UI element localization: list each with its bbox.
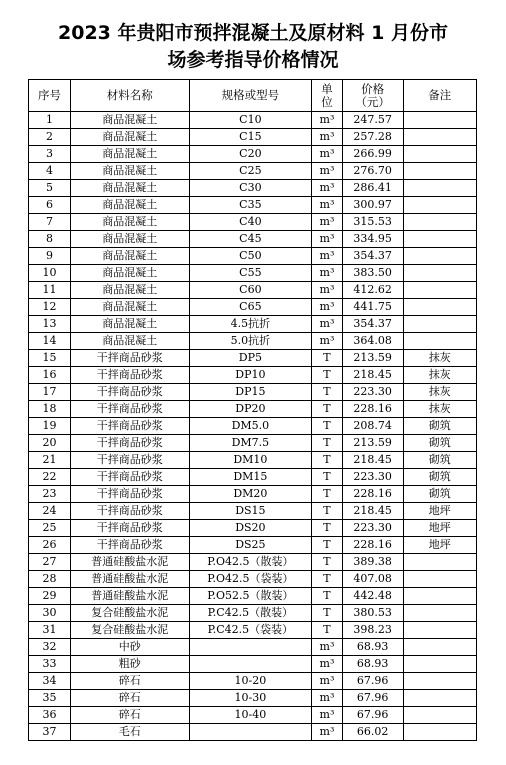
cell-spec: C65 [189, 299, 312, 316]
cell-note: 抹灰 [403, 350, 476, 367]
cell-unit: T [312, 588, 342, 605]
cell-name: 干拌商品砂浆 [70, 401, 189, 418]
cell-spec: DP20 [189, 401, 312, 418]
table-row [29, 197, 477, 214]
cell-unit: T [312, 622, 342, 639]
cell-no: 29 [29, 588, 71, 605]
table-row [29, 112, 477, 129]
table-row [29, 129, 477, 146]
cell-name: 干拌商品砂浆 [70, 418, 189, 435]
cell-no: 31 [29, 622, 71, 639]
cell-price: 266.99 [342, 146, 403, 163]
cell-name: 商品混凝土 [70, 333, 189, 350]
cell-note: 地坪 [403, 537, 476, 554]
cell-note [403, 333, 476, 350]
cell-no: 12 [29, 299, 71, 316]
table-row [29, 639, 477, 656]
cell-spec: DS25 [189, 537, 312, 554]
cell-spec: DM5.0 [189, 418, 312, 435]
document-title [0, 20, 506, 74]
cell-spec: DS15 [189, 503, 312, 520]
table-body [29, 112, 477, 741]
cell-note [403, 112, 476, 129]
cell-unit: m³ [312, 265, 342, 282]
cell-unit: m³ [312, 163, 342, 180]
cell-note [403, 588, 476, 605]
cell-spec: DS20 [189, 520, 312, 537]
cell-name: 干拌商品砂浆 [70, 452, 189, 469]
table-row [29, 554, 477, 571]
cell-spec: 10-40 [189, 707, 312, 724]
cell-spec: C50 [189, 248, 312, 265]
cell-name: 干拌商品砂浆 [70, 384, 189, 401]
cell-note: 砌筑 [403, 469, 476, 486]
header-price [342, 80, 403, 112]
cell-price: 257.28 [342, 129, 403, 146]
cell-unit: m³ [312, 180, 342, 197]
cell-no: 13 [29, 316, 71, 333]
cell-unit: T [312, 554, 342, 571]
cell-unit: m³ [312, 316, 342, 333]
table-row [29, 656, 477, 673]
cell-spec: 10-30 [189, 690, 312, 707]
cell-unit: T [312, 418, 342, 435]
cell-unit: m³ [312, 112, 342, 129]
cell-note [403, 146, 476, 163]
cell-name: 干拌商品砂浆 [70, 520, 189, 537]
cell-name: 复合硅酸盐水泥 [70, 622, 189, 639]
cell-price: 213.59 [342, 435, 403, 452]
cell-name: 商品混凝土 [70, 231, 189, 248]
cell-note: 抹灰 [403, 384, 476, 401]
cell-price: 228.16 [342, 486, 403, 503]
cell-no: 9 [29, 248, 71, 265]
cell-spec: DP10 [189, 367, 312, 384]
cell-note [403, 214, 476, 231]
cell-no: 3 [29, 146, 71, 163]
table-row [29, 180, 477, 197]
cell-price: 334.95 [342, 231, 403, 248]
cell-name: 碎石 [70, 673, 189, 690]
cell-note [403, 282, 476, 299]
cell-price: 218.45 [342, 367, 403, 384]
cell-unit: T [312, 452, 342, 469]
header-price-line1: 价格 [361, 81, 385, 96]
cell-unit: m³ [312, 707, 342, 724]
cell-no: 37 [29, 724, 71, 741]
cell-price: 208.74 [342, 418, 403, 435]
cell-price: 300.97 [342, 197, 403, 214]
cell-name: 商品混凝土 [70, 214, 189, 231]
cell-note [403, 656, 476, 673]
table-row [29, 435, 477, 452]
table-row [29, 367, 477, 384]
cell-price: 383.50 [342, 265, 403, 282]
cell-price: 247.57 [342, 112, 403, 129]
table-row [29, 282, 477, 299]
cell-note [403, 163, 476, 180]
cell-name: 干拌商品砂浆 [70, 350, 189, 367]
cell-no: 7 [29, 214, 71, 231]
cell-name: 商品混凝土 [70, 282, 189, 299]
cell-price: 218.45 [342, 503, 403, 520]
header-price-line2: （元） [355, 94, 390, 109]
cell-price: 223.30 [342, 520, 403, 537]
header-no: 序号 [29, 80, 71, 112]
cell-spec: DM10 [189, 452, 312, 469]
cell-unit: T [312, 435, 342, 452]
cell-name: 复合硅酸盐水泥 [70, 605, 189, 622]
cell-spec: 4.5抗折 [189, 316, 312, 333]
cell-name: 干拌商品砂浆 [70, 486, 189, 503]
cell-spec: C60 [189, 282, 312, 299]
cell-price: 228.16 [342, 537, 403, 554]
table-row [29, 486, 477, 503]
table-row [29, 299, 477, 316]
cell-no: 27 [29, 554, 71, 571]
cell-name: 干拌商品砂浆 [70, 367, 189, 384]
cell-no: 15 [29, 350, 71, 367]
cell-spec: 10-20 [189, 673, 312, 690]
cell-no: 16 [29, 367, 71, 384]
table-row [29, 469, 477, 486]
cell-note [403, 248, 476, 265]
cell-name: 毛石 [70, 724, 189, 741]
cell-note [403, 571, 476, 588]
table-row [29, 622, 477, 639]
cell-spec: C10 [189, 112, 312, 129]
cell-unit: m³ [312, 146, 342, 163]
cell-no: 34 [29, 673, 71, 690]
cell-note [403, 639, 476, 656]
cell-note [403, 231, 476, 248]
cell-name: 商品混凝土 [70, 112, 189, 129]
cell-price: 67.96 [342, 690, 403, 707]
cell-unit: m³ [312, 248, 342, 265]
cell-note [403, 605, 476, 622]
table-row [29, 214, 477, 231]
cell-no: 14 [29, 333, 71, 350]
table-row [29, 571, 477, 588]
cell-price: 354.37 [342, 248, 403, 265]
cell-unit: m³ [312, 724, 342, 741]
table-row [29, 673, 477, 690]
cell-no: 33 [29, 656, 71, 673]
table-row [29, 724, 477, 741]
cell-spec: P.C42.5（散装） [189, 605, 312, 622]
cell-unit: T [312, 350, 342, 367]
cell-unit: m³ [312, 639, 342, 656]
table-row [29, 418, 477, 435]
cell-price: 218.45 [342, 452, 403, 469]
cell-spec: C15 [189, 129, 312, 146]
cell-unit: m³ [312, 214, 342, 231]
table-row [29, 520, 477, 537]
header-note: 备注 [403, 80, 476, 112]
table-row [29, 231, 477, 248]
cell-no: 10 [29, 265, 71, 282]
cell-name: 商品混凝土 [70, 197, 189, 214]
cell-price: 66.02 [342, 724, 403, 741]
cell-note [403, 622, 476, 639]
cell-spec [189, 656, 312, 673]
header-unit-line1: 单 [321, 81, 333, 96]
cell-unit: T [312, 520, 342, 537]
cell-spec: P.O42.5（袋装） [189, 571, 312, 588]
cell-unit: T [312, 384, 342, 401]
cell-spec: P.O42.5（散装） [189, 554, 312, 571]
header-spec: 规格或型号 [189, 80, 312, 112]
cell-spec: C20 [189, 146, 312, 163]
cell-price: 223.30 [342, 469, 403, 486]
cell-spec: C45 [189, 231, 312, 248]
cell-price: 380.53 [342, 605, 403, 622]
cell-name: 普通硅酸盐水泥 [70, 554, 189, 571]
cell-spec: C30 [189, 180, 312, 197]
cell-spec: C40 [189, 214, 312, 231]
cell-unit: m³ [312, 282, 342, 299]
cell-price: 407.08 [342, 571, 403, 588]
cell-no: 17 [29, 384, 71, 401]
cell-unit: T [312, 401, 342, 418]
cell-no: 20 [29, 435, 71, 452]
cell-spec [189, 639, 312, 656]
cell-no: 4 [29, 163, 71, 180]
cell-spec: P.C42.5（袋装） [189, 622, 312, 639]
table-row [29, 316, 477, 333]
cell-note: 砌筑 [403, 486, 476, 503]
cell-name: 中砂 [70, 639, 189, 656]
cell-name: 干拌商品砂浆 [70, 503, 189, 520]
cell-price: 398.23 [342, 622, 403, 639]
cell-note: 抹灰 [403, 367, 476, 384]
cell-note [403, 690, 476, 707]
header-unit-line2: 位 [321, 94, 333, 109]
cell-spec: 5.0抗折 [189, 333, 312, 350]
table-row [29, 401, 477, 418]
cell-name: 干拌商品砂浆 [70, 435, 189, 452]
cell-price: 213.59 [342, 350, 403, 367]
table-row [29, 384, 477, 401]
cell-name: 干拌商品砂浆 [70, 537, 189, 554]
cell-unit: T [312, 605, 342, 622]
cell-name: 商品混凝土 [70, 163, 189, 180]
cell-unit: m³ [312, 673, 342, 690]
table-row [29, 248, 477, 265]
cell-unit: T [312, 486, 342, 503]
cell-note: 砌筑 [403, 418, 476, 435]
cell-name: 普通硅酸盐水泥 [70, 571, 189, 588]
cell-name: 普通硅酸盐水泥 [70, 588, 189, 605]
cell-note: 抹灰 [403, 401, 476, 418]
table-header-row [29, 80, 477, 112]
cell-price: 354.37 [342, 316, 403, 333]
cell-no: 35 [29, 690, 71, 707]
cell-no: 32 [29, 639, 71, 656]
table-row [29, 537, 477, 554]
cell-note [403, 673, 476, 690]
cell-unit: m³ [312, 656, 342, 673]
cell-no: 6 [29, 197, 71, 214]
cell-price: 315.53 [342, 214, 403, 231]
cell-spec: DM15 [189, 469, 312, 486]
table-row [29, 690, 477, 707]
cell-unit: m³ [312, 129, 342, 146]
cell-note [403, 129, 476, 146]
cell-spec: DP15 [189, 384, 312, 401]
cell-unit: T [312, 571, 342, 588]
cell-price: 412.62 [342, 282, 403, 299]
cell-unit: m³ [312, 333, 342, 350]
cell-no: 11 [29, 282, 71, 299]
cell-price: 67.96 [342, 673, 403, 690]
cell-no: 1 [29, 112, 71, 129]
cell-unit: T [312, 367, 342, 384]
cell-spec: DM7.5 [189, 435, 312, 452]
cell-unit: T [312, 537, 342, 554]
table-row [29, 265, 477, 282]
table-row [29, 333, 477, 350]
cell-note [403, 265, 476, 282]
cell-note [403, 316, 476, 333]
cell-note: 砌筑 [403, 435, 476, 452]
title-line-1: 2023 年贵阳市预拌混凝土及原材料 1 月份市 [58, 22, 448, 44]
cell-price: 68.93 [342, 656, 403, 673]
cell-no: 21 [29, 452, 71, 469]
cell-name: 粗砂 [70, 656, 189, 673]
price-table [28, 79, 477, 741]
table-row [29, 146, 477, 163]
cell-note [403, 197, 476, 214]
cell-price: 389.38 [342, 554, 403, 571]
cell-note: 砌筑 [403, 452, 476, 469]
cell-no: 22 [29, 469, 71, 486]
cell-name: 商品混凝土 [70, 146, 189, 163]
cell-name: 商品混凝土 [70, 180, 189, 197]
cell-spec: C25 [189, 163, 312, 180]
table-row [29, 605, 477, 622]
cell-name: 商品混凝土 [70, 265, 189, 282]
cell-spec: C35 [189, 197, 312, 214]
cell-name: 商品混凝土 [70, 299, 189, 316]
table-row [29, 163, 477, 180]
cell-name: 碎石 [70, 690, 189, 707]
table-row [29, 503, 477, 520]
cell-no: 18 [29, 401, 71, 418]
cell-spec [189, 724, 312, 741]
cell-price: 276.70 [342, 163, 403, 180]
cell-name: 商品混凝土 [70, 248, 189, 265]
cell-spec: P.O52.5（散装） [189, 588, 312, 605]
table-row [29, 588, 477, 605]
cell-name: 干拌商品砂浆 [70, 469, 189, 486]
cell-no: 8 [29, 231, 71, 248]
cell-no: 2 [29, 129, 71, 146]
cell-price: 364.08 [342, 333, 403, 350]
cell-spec: C55 [189, 265, 312, 282]
cell-unit: m³ [312, 197, 342, 214]
cell-no: 30 [29, 605, 71, 622]
cell-unit: m³ [312, 231, 342, 248]
cell-name: 商品混凝土 [70, 316, 189, 333]
cell-unit: m³ [312, 690, 342, 707]
cell-name: 碎石 [70, 707, 189, 724]
cell-note: 地坪 [403, 520, 476, 537]
cell-no: 24 [29, 503, 71, 520]
cell-no: 28 [29, 571, 71, 588]
cell-spec: DP5 [189, 350, 312, 367]
table-row [29, 707, 477, 724]
cell-price: 286.41 [342, 180, 403, 197]
cell-note [403, 707, 476, 724]
cell-price: 442.48 [342, 588, 403, 605]
cell-price: 67.96 [342, 707, 403, 724]
cell-note [403, 554, 476, 571]
table-row [29, 350, 477, 367]
cell-unit: T [312, 503, 342, 520]
cell-no: 19 [29, 418, 71, 435]
cell-spec: DM20 [189, 486, 312, 503]
cell-no: 5 [29, 180, 71, 197]
header-name: 材料名称 [70, 80, 189, 112]
cell-price: 68.93 [342, 639, 403, 656]
cell-price: 223.30 [342, 384, 403, 401]
header-unit [312, 80, 342, 112]
title-line-2: 场参考指导价格情况 [167, 49, 339, 71]
cell-name: 商品混凝土 [70, 129, 189, 146]
cell-price: 228.16 [342, 401, 403, 418]
cell-unit: T [312, 469, 342, 486]
table-row [29, 452, 477, 469]
cell-unit: m³ [312, 299, 342, 316]
cell-no: 23 [29, 486, 71, 503]
cell-note: 地坪 [403, 503, 476, 520]
cell-price: 441.75 [342, 299, 403, 316]
cell-no: 26 [29, 537, 71, 554]
cell-note [403, 724, 476, 741]
cell-note [403, 180, 476, 197]
cell-note [403, 299, 476, 316]
cell-no: 25 [29, 520, 71, 537]
cell-no: 36 [29, 707, 71, 724]
